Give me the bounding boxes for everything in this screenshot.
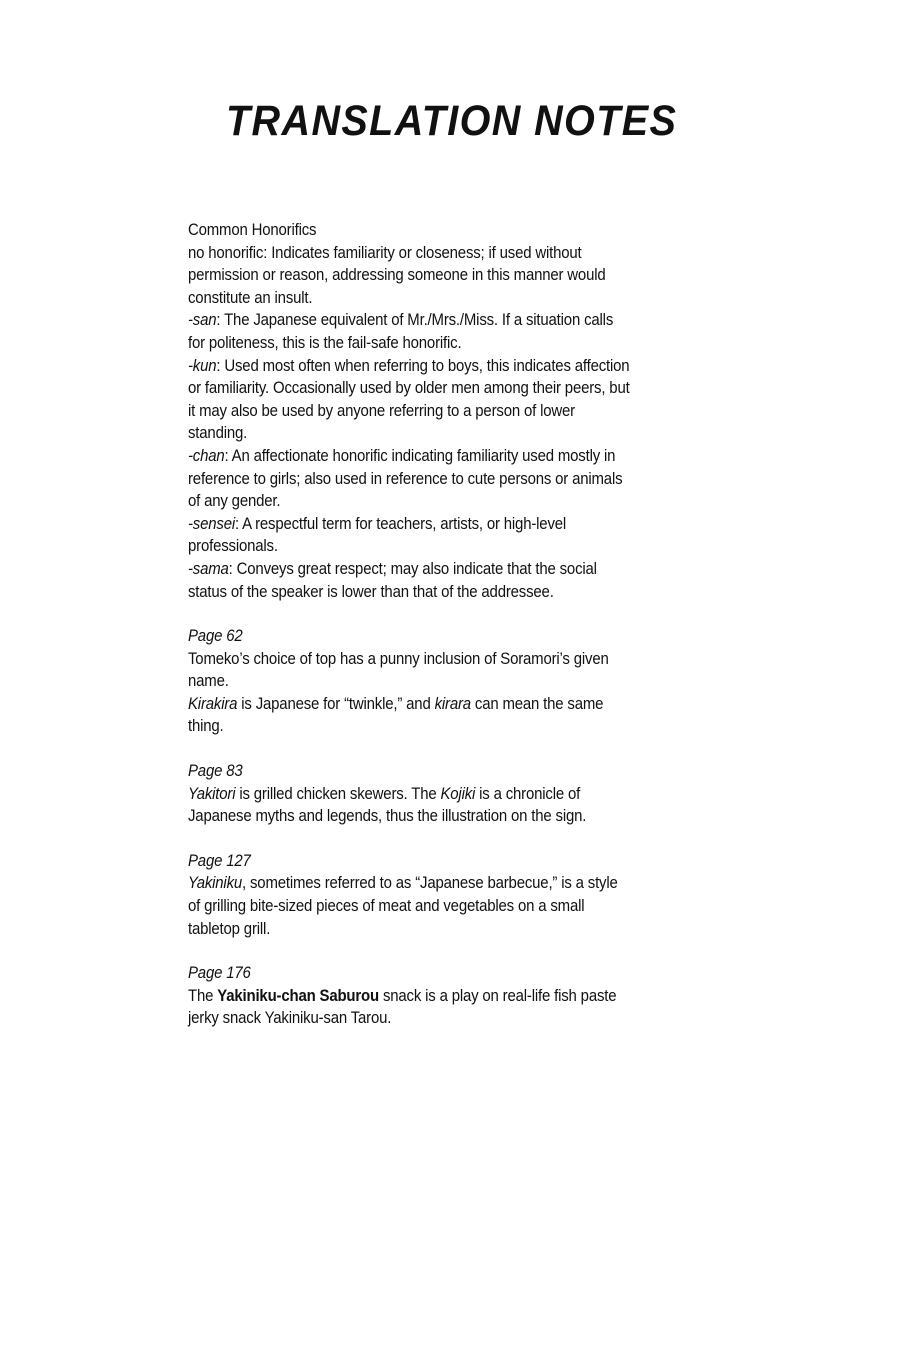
note-term: kirara	[434, 693, 471, 713]
honorific-definition: : An affectionate honorific indicating familiarity used mostly in reference to girls; also used in reference to cute persons or animals of any gender.	[188, 445, 623, 511]
note-term: Yakitori	[188, 783, 236, 803]
note-text	[188, 872, 632, 940]
honorific-none: no honorific: Indicates familiarity or closeness; if used without permission or reason, addressing someone in this manner would constitute an insult.	[188, 242, 606, 307]
note-text-segment: is grilled chicken skewers. The	[235, 783, 441, 803]
note-text-segment: is a chronicle of Japanese myths and legends, thus the illustration on the sign.	[188, 783, 587, 826]
translation-notes-body	[188, 219, 632, 1030]
note-text	[188, 693, 632, 738]
honorific-kun	[188, 355, 632, 445]
note-heading: Page 62	[188, 626, 243, 646]
note-term: Yakiniku	[188, 873, 243, 893]
note-heading: Page 176	[188, 963, 251, 983]
note-heading: Page 127	[188, 850, 251, 870]
note-text-segment: , sometimes referred to as “Japanese barbecue,” is a style of grilling bite-sized pieces of meat and vegetables on a small tabletop grill.	[188, 873, 618, 938]
honorific-term: -kun	[188, 355, 217, 375]
note-page-62	[188, 625, 632, 738]
note-term: Kirakira	[188, 693, 238, 713]
note-text-segment: The	[188, 985, 218, 1005]
note-text	[188, 783, 632, 828]
honorifics-section	[188, 219, 632, 603]
note-page-176	[188, 962, 632, 1030]
note-term: Kojiki	[440, 783, 476, 803]
honorific-definition: : Used most often when referring to boys, this indicates affection or familiarity. Occasionally used by older men among their peers, but it may also be used by anyone referring to a person of lower standing.	[188, 355, 630, 443]
honorific-sensei	[188, 513, 632, 558]
honorific-term: -sensei	[188, 513, 235, 533]
honorifics-heading: Common Honorifics	[188, 220, 317, 239]
honorific-term: -sama	[188, 558, 229, 578]
note-page-83	[188, 760, 632, 828]
note-page-127	[188, 850, 632, 940]
note-text-segment: is Japanese for “twinkle,” and	[237, 693, 435, 713]
page-title: TRANSLATION NOTES	[226, 97, 678, 145]
honorific-definition: : Conveys great respect; may also indicate that the social status of the speaker is lower than that of the addressee.	[188, 558, 597, 601]
honorific-sama	[188, 558, 632, 603]
honorific-term: -chan	[188, 445, 225, 465]
note-text	[188, 985, 632, 1030]
honorific-definition: : The Japanese equivalent of Mr./Mrs./Miss. If a situation calls for politeness, this is the fail-safe honorific.	[188, 310, 614, 352]
note-heading: Page 83	[188, 761, 243, 781]
note-bold-term: Yakiniku-chan Saburou	[217, 985, 379, 1005]
honorific-definition: : A respectful term for teachers, artists, or high-level professionals.	[188, 513, 567, 556]
note-text-segment: can mean the same thing.	[188, 693, 604, 736]
honorific-chan	[188, 445, 632, 513]
honorific-san	[188, 309, 632, 354]
note-text-segment: snack is a play on real-life fish paste jerky snack Yakiniku-san Tarou.	[188, 985, 617, 1028]
note-text: Tomeko’s choice of top has a punny inclusion of Soramori’s given name.	[188, 648, 609, 691]
honorific-term: -san	[188, 310, 217, 330]
